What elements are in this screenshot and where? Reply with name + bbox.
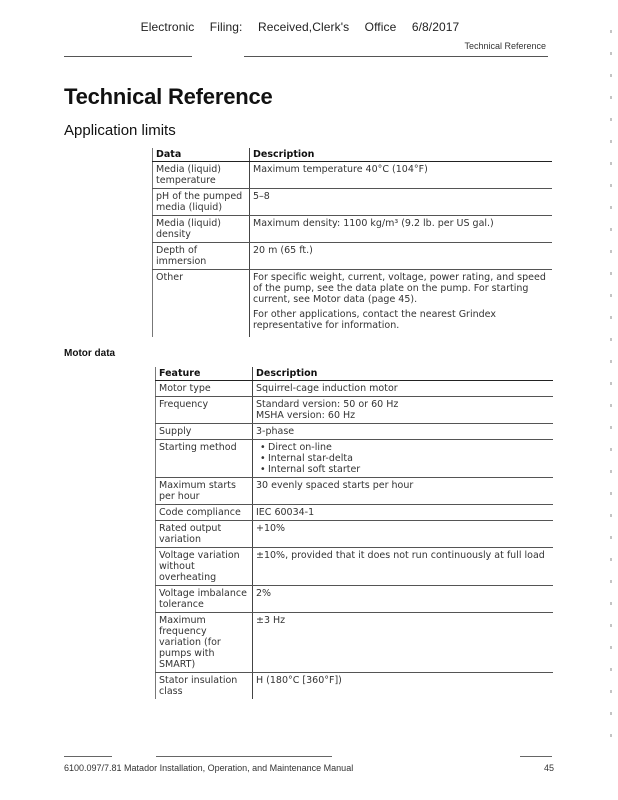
table-row: [156, 673, 554, 700]
description-line: MSHA version: 60 Hz: [256, 410, 356, 421]
table-row: [156, 381, 554, 397]
table-row: [153, 243, 553, 270]
footer-rule: [520, 756, 552, 757]
row-label: Depth of immersion: [153, 243, 250, 270]
page-title: Technical Reference: [64, 84, 273, 109]
row-label: Code compliance: [156, 505, 253, 521]
scan-edge-marks: [610, 30, 612, 750]
row-label: Stator insulation class: [156, 673, 253, 700]
row-description: Squirrel-cage induction motor: [253, 381, 554, 397]
footer-rule: [64, 756, 112, 757]
table-header-row: [153, 148, 553, 162]
starting-method-list: [256, 442, 550, 475]
row-label: Voltage imbalance tolerance: [156, 586, 253, 613]
row-description: +10%: [253, 521, 554, 548]
list-item: • Internal star-delta: [268, 453, 550, 464]
table-row: [156, 397, 554, 424]
page-number: 45: [543, 763, 554, 773]
description-paragraph: For specific weight, current, voltage, power rating, and speed of the pump, see the data plate on the pump. For starting current, see Motor data (page 45).: [253, 272, 546, 305]
row-description: 30 evenly spaced starts per hour: [253, 478, 554, 505]
row-description: [250, 270, 553, 338]
filing-stamp-part: Electronic: [140, 20, 195, 34]
table-row: [156, 586, 554, 613]
footer-rule: [156, 756, 332, 757]
table-row: [156, 613, 554, 673]
subsection-title: Motor data: [64, 348, 116, 359]
list-item: • Direct on-line: [268, 442, 550, 453]
row-label: Supply: [156, 424, 253, 440]
column-header: Data: [153, 148, 250, 162]
table-row: [156, 505, 554, 521]
description-paragraph: For other applications, contact the nearest Grindex representative for information.: [253, 309, 496, 331]
column-header: Description: [253, 367, 554, 381]
row-description: [253, 440, 554, 478]
row-description: 3-phase: [253, 424, 554, 440]
table-header-row: [156, 367, 554, 381]
row-description: 5–8: [250, 189, 553, 216]
table-row: [153, 216, 553, 243]
row-description: Maximum temperature 40°C (104°F): [250, 162, 553, 189]
filing-stamp-part: Filing:: [209, 20, 243, 34]
row-description: ±10%, provided that it does not run continuously at full load: [253, 548, 554, 586]
running-head: Technical Reference: [464, 41, 546, 51]
filing-stamp-part: Received,Clerk's: [257, 20, 350, 34]
row-label: Media (liquid) density: [153, 216, 250, 243]
table-row: [156, 424, 554, 440]
row-label: Other: [153, 270, 250, 338]
description-line: Standard version: 50 or 60 Hz: [256, 399, 399, 410]
column-header: Description: [250, 148, 553, 162]
footer-text: 6100.097/7.81 Matador Installation, Operation, and Maintenance Manual: [64, 763, 354, 773]
row-description: [253, 397, 554, 424]
row-label: Frequency: [156, 397, 253, 424]
row-label: Starting method: [156, 440, 253, 478]
row-label: Media (liquid) temperature: [153, 162, 250, 189]
row-label: Rated output variation: [156, 521, 253, 548]
application-limits-table: [152, 148, 552, 337]
filing-stamp-part: Office: [364, 20, 397, 34]
header-rule: [64, 56, 192, 57]
table-row: [153, 189, 553, 216]
row-label: Voltage variation without overheating: [156, 548, 253, 586]
table-row: [156, 521, 554, 548]
filing-stamp: [0, 20, 600, 34]
section-title: Application limits: [64, 122, 176, 139]
row-description: 2%: [253, 586, 554, 613]
table-row: [156, 478, 554, 505]
row-description: IEC 60034-1: [253, 505, 554, 521]
filing-stamp-date: 6/8/2017: [411, 20, 460, 34]
row-label: Maximum frequency variation (for pumps with SMART): [156, 613, 253, 673]
row-description: 20 m (65 ft.): [250, 243, 553, 270]
header-rule: [244, 56, 548, 57]
list-item: • Internal soft starter: [268, 464, 550, 475]
table-row: [153, 270, 553, 338]
row-label: Motor type: [156, 381, 253, 397]
table-row: [156, 440, 554, 478]
row-label: pH of the pumped media (liquid): [153, 189, 250, 216]
table-row: [153, 162, 553, 189]
row-description: ±3 Hz: [253, 613, 554, 673]
column-header: Feature: [156, 367, 253, 381]
row-description: Maximum density: 1100 kg/m³ (9.2 lb. per US gal.): [250, 216, 553, 243]
row-label: Maximum starts per hour: [156, 478, 253, 505]
motor-data-table: [155, 367, 553, 699]
row-description: H (180°C [360°F]): [256, 675, 342, 686]
table-row: [156, 548, 554, 586]
